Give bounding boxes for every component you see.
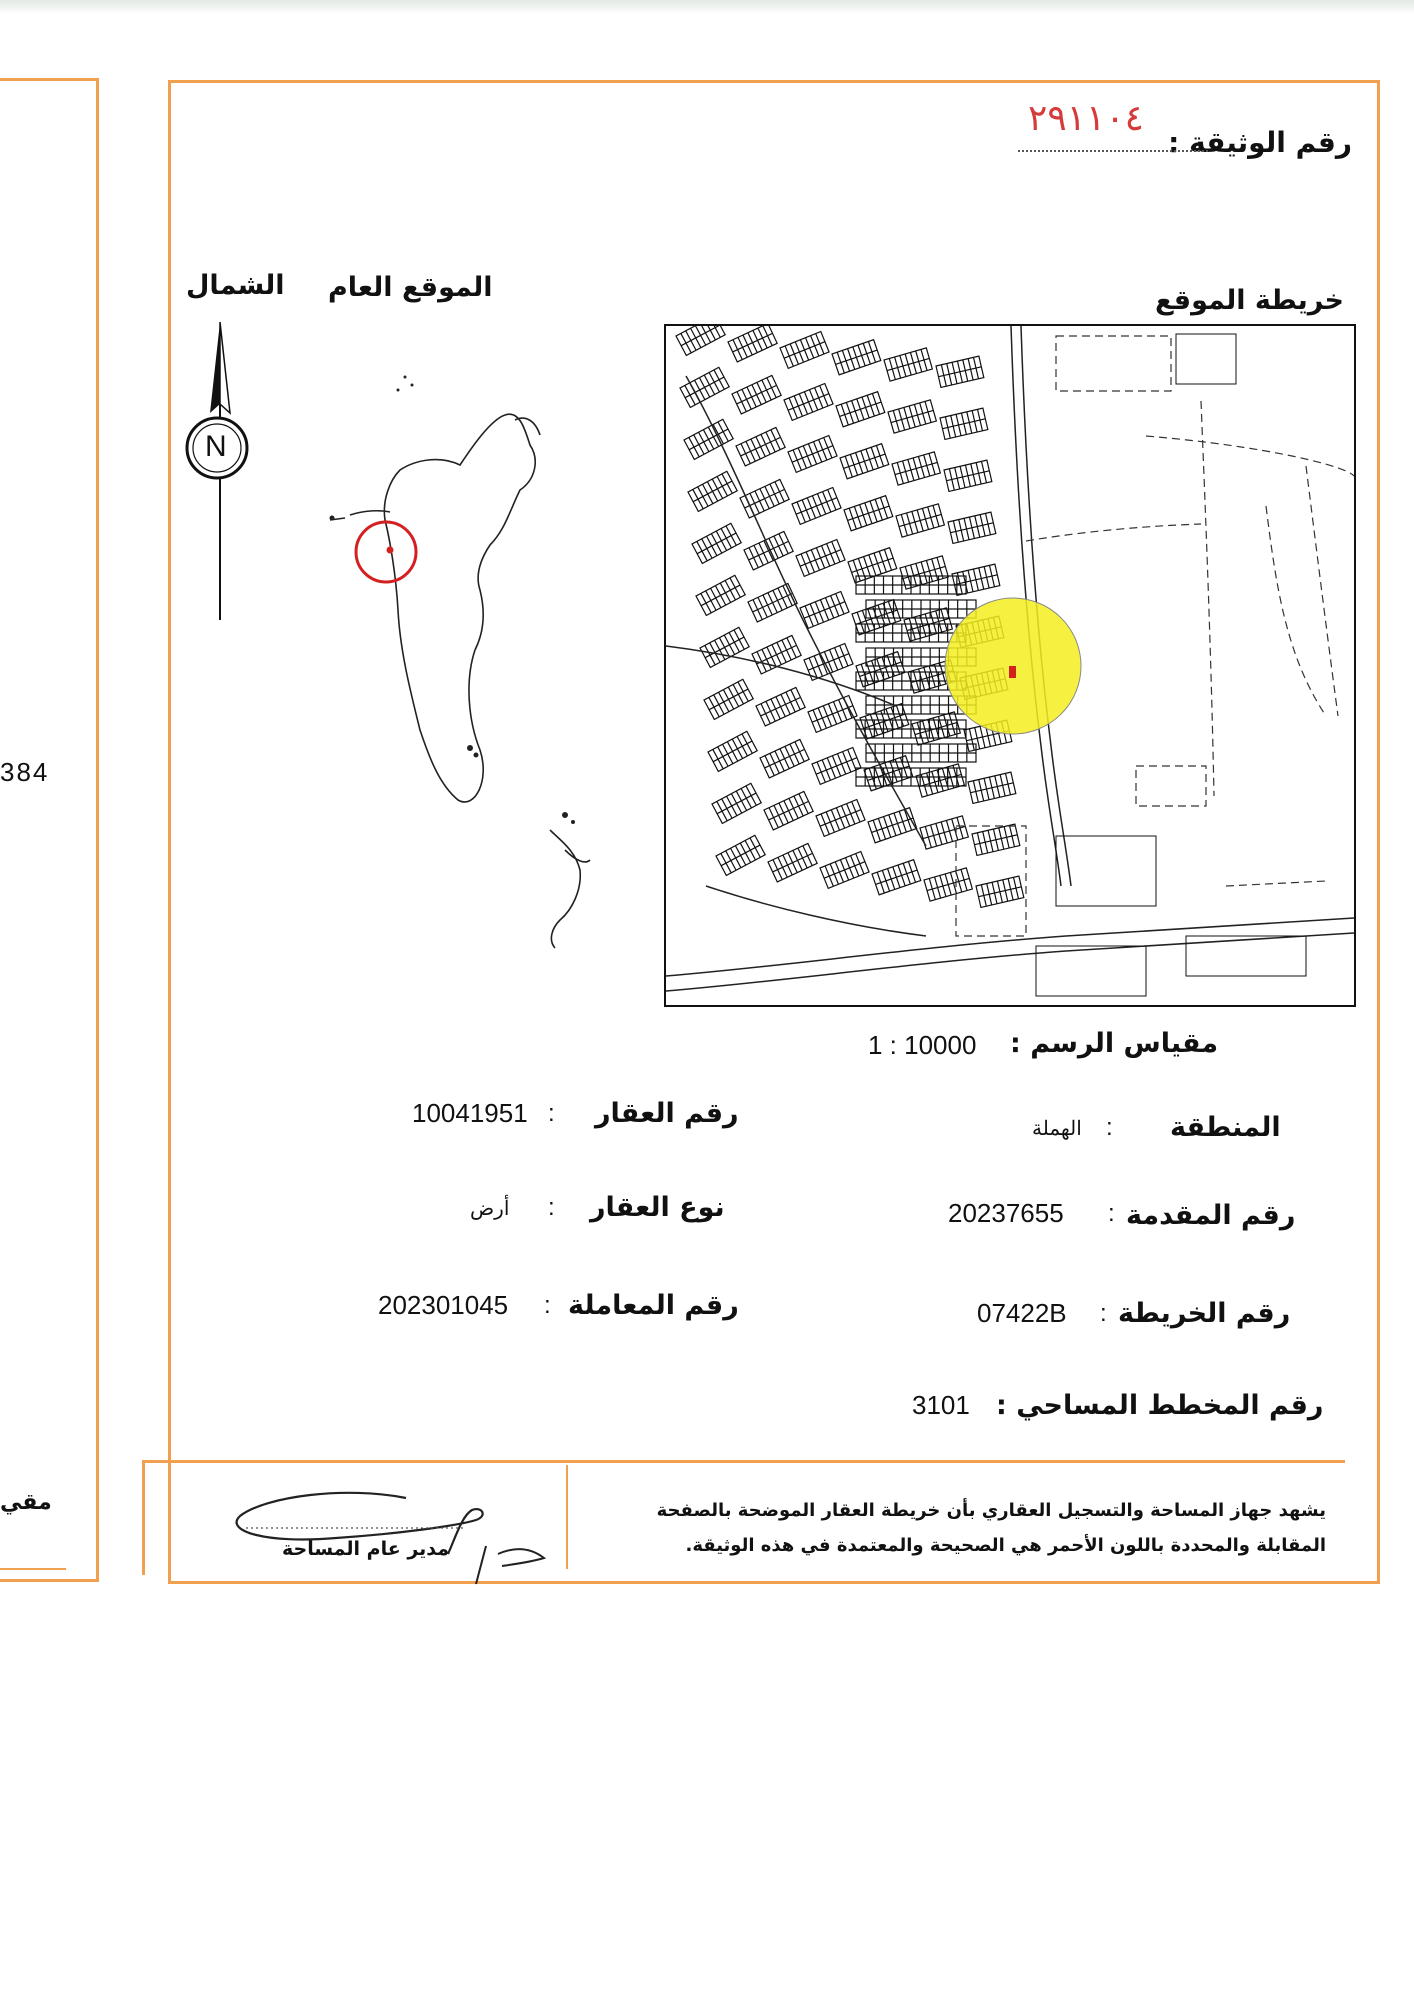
map-number-colon: : (1100, 1300, 1107, 1327)
area-colon: : (1106, 1114, 1113, 1141)
map-number-value: 07422B (977, 1298, 1067, 1328)
application-number-value: 20237655 (948, 1198, 1064, 1228)
map-number-label: رقم الخريطة (1118, 1298, 1291, 1329)
previous-page-fragment: مقي (0, 1490, 52, 1515)
site-map (664, 324, 1356, 1007)
north-arrow-icon (180, 318, 260, 623)
general-location-title: الموقع العام (328, 272, 493, 303)
property-type-value: أرض (470, 1198, 510, 1220)
previous-page-frame (0, 78, 99, 1582)
application-number-label: رقم المقدمة (1126, 1200, 1296, 1231)
north-letter: N (205, 430, 227, 463)
signatory-title: مدير عام المساحة (282, 1538, 450, 1560)
property-type-colon: : (548, 1194, 555, 1221)
north-title: الشمال (186, 270, 285, 301)
site-map-drawing (666, 326, 1354, 1005)
property-type-label: نوع العقار (590, 1192, 725, 1223)
survey-plan-label: رقم المخطط المساحي : (996, 1390, 1324, 1421)
previous-page-fold (0, 1568, 66, 1584)
transaction-number-colon: : (544, 1292, 551, 1319)
scale-label: مقياس الرسم : (1010, 1028, 1219, 1059)
area-label: المنطقة (1170, 1112, 1281, 1143)
document-number-handwritten: ٢٩١١٠٤ (1028, 98, 1145, 139)
signature-drawing (226, 1476, 556, 1586)
scale-value: 1 : 10000 (868, 1030, 977, 1060)
property-number-value: 10041951 (412, 1098, 528, 1128)
certification-line-2: المقابلة والمحددة باللون الأحمر هي الصحيحة والمعتمدة في هذه الوثيقة. (685, 1535, 1326, 1556)
application-number-colon: : (1108, 1200, 1115, 1227)
document-number-label: رقم الوثيقة : (1168, 126, 1352, 159)
document-number-dotted-line (1018, 150, 1208, 152)
transaction-number-label: رقم المعاملة (568, 1290, 739, 1321)
country-location-map (290, 360, 620, 950)
site-map-title: خريطة الموقع (1154, 285, 1344, 316)
certification-line-1: يشهد جهاز المساحة والتسجيل العقاري بأن خريطة العقار الموضحة بالصفحة (656, 1500, 1326, 1521)
transaction-number-value: 202301045 (378, 1290, 509, 1320)
previous-page-number: 384 (0, 757, 50, 787)
survey-plan-value: 3101 (912, 1390, 970, 1420)
scan-top-edge (0, 0, 1414, 14)
property-number-colon: : (548, 1100, 555, 1127)
property-number-label: رقم العقار (595, 1098, 739, 1129)
area-value: الهملة (1032, 1118, 1082, 1140)
